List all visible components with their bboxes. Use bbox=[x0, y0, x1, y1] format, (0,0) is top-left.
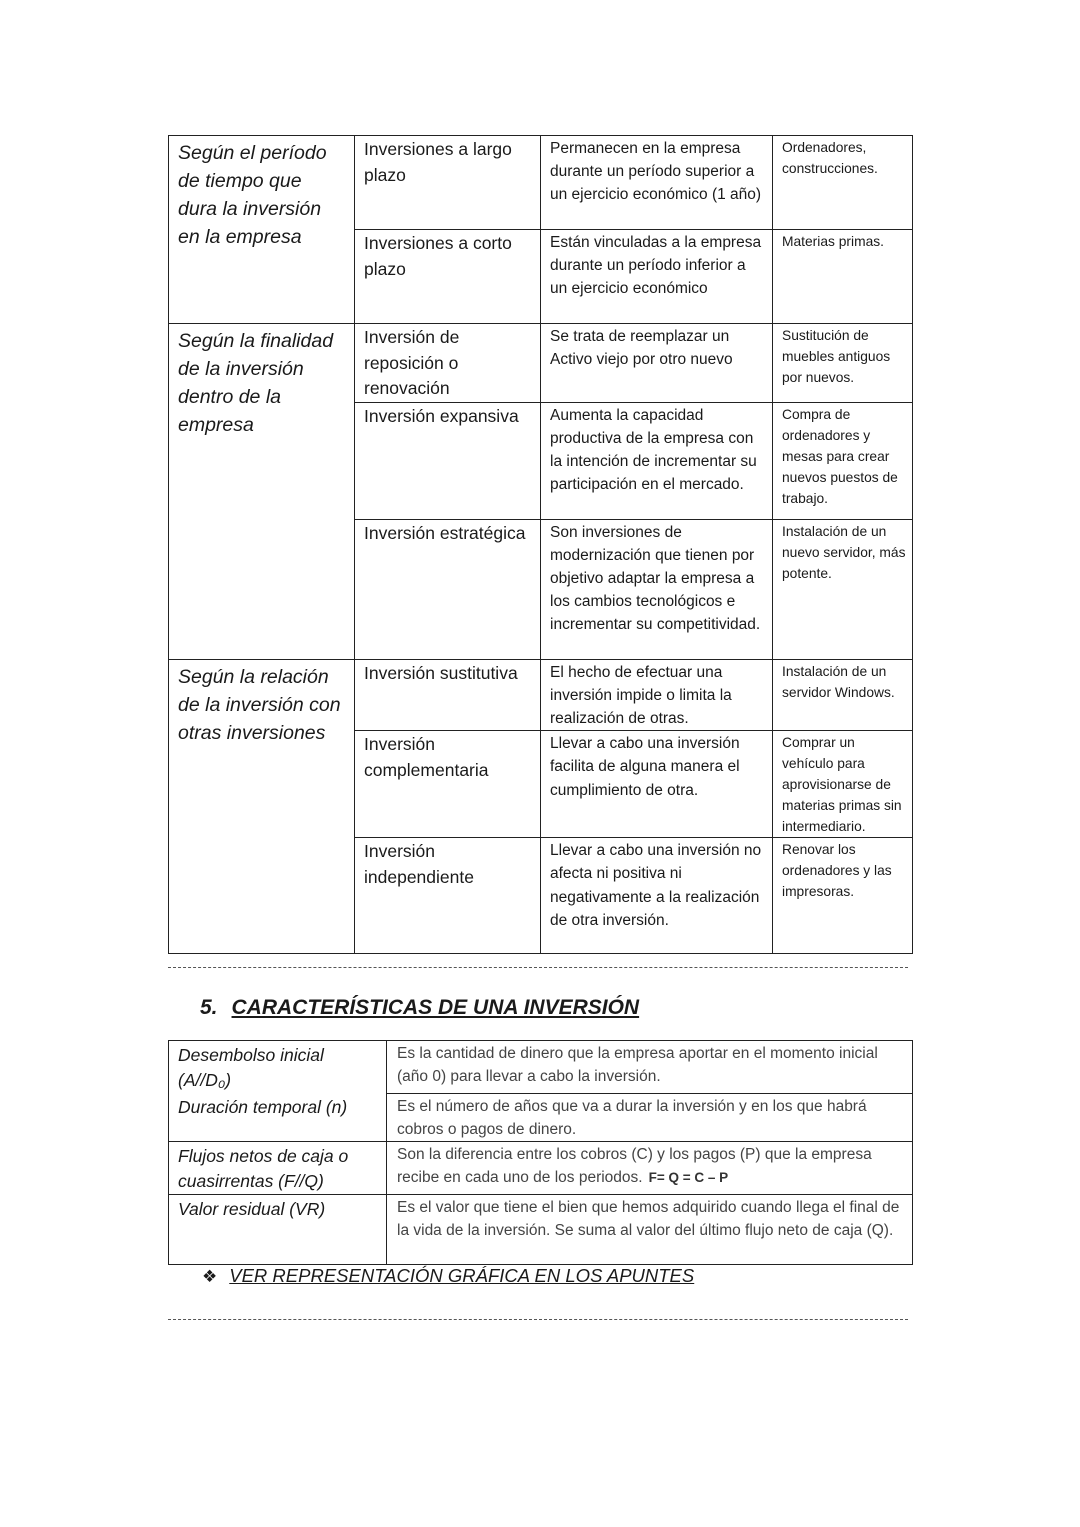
table-row bbox=[169, 1141, 913, 1194]
category-cell: Según la finalidad de la inversión dentro de la empresa bbox=[169, 324, 355, 660]
table-row bbox=[169, 324, 913, 403]
characteristic-description: Es el valor que tiene el bien que hemos adquirido cuando llega el final de la vida de la inversión. Se suma al valor del último flujo neto de caja (Q). bbox=[387, 1194, 913, 1264]
description-cell: El hecho de efectuar una inversión impide o limita la realización de otras. bbox=[541, 659, 773, 731]
type-cell: Inversión sustitutiva bbox=[355, 659, 541, 731]
description-cell: Se trata de reemplazar un Activo viejo por otro nuevo bbox=[541, 324, 773, 403]
example-cell: Compra de ordenadores y mesas para crear nuevos puestos de trabajo. bbox=[773, 402, 913, 519]
type-cell: Inversión expansiva bbox=[355, 402, 541, 519]
dashed-divider bbox=[168, 967, 908, 968]
type-cell: Inversión estratégica bbox=[355, 519, 541, 659]
investment-classification-table bbox=[168, 135, 913, 954]
characteristic-label: Flujos netos de caja o cuasirrentas (F//Q) bbox=[169, 1141, 387, 1194]
description-cell: Son inversiones de modernización que tienen por objetivo adaptar la empresa a los cambios tecnológicos e incrementar su competitividad. bbox=[541, 519, 773, 659]
graphic-representation-note bbox=[202, 1265, 694, 1287]
characteristic-description bbox=[387, 1141, 913, 1194]
example-cell: Sustitución de muebles antiguos por nuevos. bbox=[773, 324, 913, 403]
section-heading bbox=[200, 996, 639, 1020]
characteristics-table bbox=[168, 1040, 913, 1265]
category-cell: Según la relación de la inversión con otras inversiones bbox=[169, 659, 355, 954]
dashed-divider bbox=[168, 1319, 908, 1320]
description-cell: Están vinculadas a la empresa durante un período inferior a un ejercicio económico bbox=[541, 230, 773, 324]
table-row bbox=[169, 1194, 913, 1264]
example-cell: Instalación de un nuevo servidor, más potente. bbox=[773, 519, 913, 659]
example-cell: Ordenadores, construcciones. bbox=[773, 136, 913, 230]
category-cell: Según el período de tiempo que dura la inversión en la empresa bbox=[169, 136, 355, 324]
description-cell: Aumenta la capacidad productiva de la empresa con la intención de incrementar su participación en el mercado. bbox=[541, 402, 773, 519]
note-text: VER REPRESENTACIÓN GRÁFICA EN LOS APUNTES bbox=[229, 1265, 695, 1286]
example-cell: Materias primas. bbox=[773, 230, 913, 324]
example-cell: Renovar los ordenadores y las impresoras. bbox=[773, 838, 913, 954]
description-cell: Llevar a cabo una inversión facilita de alguna manera el cumplimiento de otra. bbox=[541, 731, 773, 838]
type-cell: Inversión complementaria bbox=[355, 731, 541, 838]
table-row bbox=[169, 659, 913, 731]
characteristic-description: Es la cantidad de dinero que la empresa aportar en el momento inicial (año 0) para llevar a cabo la inversión. bbox=[387, 1041, 913, 1094]
characteristic-label: Desembolso inicial (A//D₀) bbox=[169, 1041, 387, 1094]
type-cell: Inversión de reposición o renovación bbox=[355, 324, 541, 403]
type-cell: Inversión independiente bbox=[355, 838, 541, 954]
section-title: CARACTERÍSTICAS DE UNA INVERSIÓN bbox=[231, 996, 640, 1019]
description-cell: Llevar a cabo una inversión no afecta ni positiva ni negativamente a la realización de otra inversión. bbox=[541, 838, 773, 954]
section-number: 5. bbox=[200, 996, 218, 1019]
table-row bbox=[169, 136, 913, 230]
characteristic-description-text: Son la diferencia entre los cobros (C) y los pagos (P) que la empresa recibe en cada uno de los periodos. bbox=[397, 1145, 872, 1187]
diamond-bullet-icon: ❖ bbox=[202, 1267, 218, 1286]
example-cell: Instalación de un servidor Windows. bbox=[773, 659, 913, 731]
table-row bbox=[169, 1041, 913, 1094]
table-row bbox=[169, 1093, 913, 1141]
description-cell: Permanecen en la empresa durante un período superior a un ejercicio económico (1 año) bbox=[541, 136, 773, 230]
cash-flow-formula: F= Q = C – P bbox=[648, 1170, 729, 1186]
characteristic-label: Valor residual (VR) bbox=[169, 1194, 387, 1264]
type-cell: Inversiones a largo plazo bbox=[355, 136, 541, 230]
example-cell: Comprar un vehículo para aprovisionarse de materias primas sin intermediario. bbox=[773, 731, 913, 838]
type-cell: Inversiones a corto plazo bbox=[355, 230, 541, 324]
characteristic-description: Es el número de años que va a durar la inversión y en los que habrá cobros o pagos de dinero. bbox=[387, 1093, 913, 1141]
characteristic-label: Duración temporal (n) bbox=[169, 1093, 387, 1141]
